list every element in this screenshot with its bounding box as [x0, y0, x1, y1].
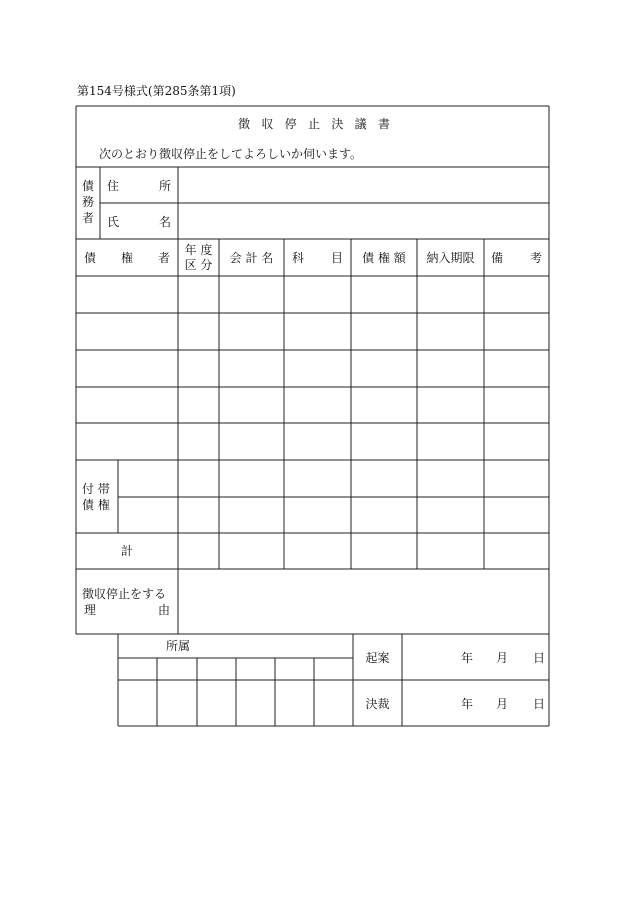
remarks-char: 備: [491, 251, 504, 265]
debtor-label: [82, 178, 94, 226]
debtor-char: 者: [82, 211, 95, 225]
form-number: 第154号様式(第285条第1項): [77, 84, 236, 98]
creditor-char: 権: [120, 251, 133, 265]
title-char: 議: [354, 117, 367, 131]
reason-char: 理: [84, 603, 97, 617]
ancillary-label: [82, 481, 110, 513]
fiscal-line2: 区 分: [184, 258, 213, 272]
draft-label: 起案: [365, 651, 390, 665]
col-account: 会 計 名: [229, 251, 274, 265]
col-deadline: 納入期限: [426, 251, 475, 265]
col-subject: [292, 251, 343, 265]
title-char: 決: [331, 117, 344, 131]
draft-year: 年: [461, 651, 474, 665]
dept-label: 所属: [165, 639, 190, 653]
decision-day: 日: [533, 697, 546, 711]
name-label: [107, 215, 171, 229]
title-char: 収: [261, 117, 274, 131]
subject-char: 科: [292, 251, 305, 265]
remarks-char: 考: [529, 251, 542, 265]
subject-char: 目: [330, 251, 343, 265]
col-fiscal: [178, 243, 219, 273]
address-char: 所: [158, 179, 171, 193]
creditor-char: 者: [157, 251, 170, 265]
debtor-char: 債: [82, 179, 95, 193]
fiscal-line1: 年 度: [184, 243, 213, 257]
decision-month: 月: [496, 697, 509, 711]
ancillary-line2: 債 権: [82, 498, 110, 512]
decision-label: 決裁: [365, 697, 390, 711]
col-amount: 債 権 額: [362, 251, 406, 265]
draft-day: 日: [533, 651, 546, 665]
col-creditor: [84, 251, 170, 265]
reason-line1: 徴収停止をする: [82, 587, 167, 601]
decision-year: 年: [461, 697, 474, 711]
address-label: [107, 179, 171, 193]
title-char: 止: [307, 117, 320, 131]
creditor-char: 債: [84, 251, 97, 265]
col-remarks: [491, 251, 542, 265]
address-char: 住: [107, 179, 120, 193]
title-char: 徴: [238, 117, 251, 131]
ancillary-line1: 付 帯: [82, 482, 110, 496]
name-char: 名: [158, 215, 171, 229]
total-label: 計: [120, 544, 133, 558]
reason-line2: [82, 602, 170, 618]
title-char: 停: [284, 117, 297, 131]
debtor-char: 務: [82, 195, 95, 209]
name-char: 氏: [107, 215, 120, 229]
form-title: [238, 117, 390, 131]
draft-month: 月: [496, 651, 509, 665]
intro-text: 次のとおり徴収停止をしてよろしいか伺います。: [99, 147, 363, 161]
reason-label: [82, 586, 170, 618]
title-char: 書: [377, 117, 390, 131]
reason-char: 由: [157, 603, 170, 617]
